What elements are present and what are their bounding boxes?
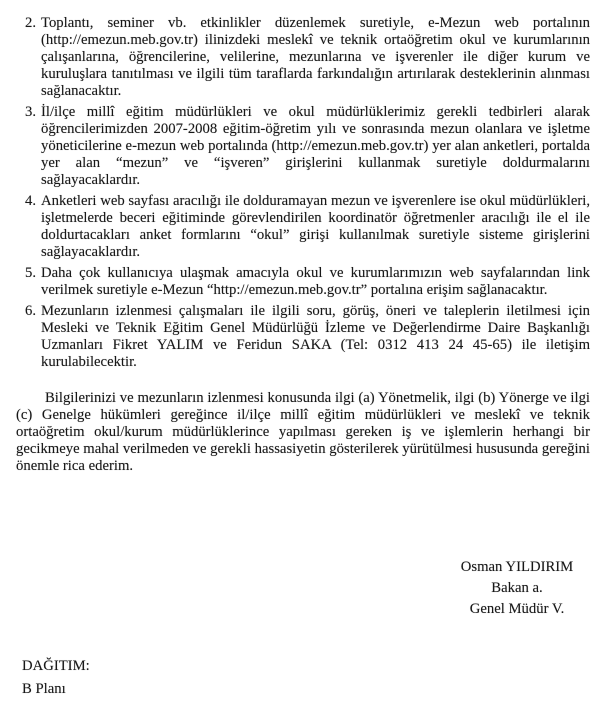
signature-block bbox=[437, 557, 597, 620]
list-item-6 bbox=[25, 303, 590, 371]
signature-name: Osman YILDIRIM bbox=[460, 559, 574, 575]
list-item-4 bbox=[25, 193, 590, 261]
signature-title-line1: Bakan a. bbox=[491, 580, 543, 596]
distribution-block bbox=[22, 656, 590, 700]
distribution-value: B Planı bbox=[22, 681, 66, 697]
list-item-5 bbox=[25, 265, 590, 299]
list-item-text: Toplantı, seminer vb. etkinlikler düzenlemek suretiyle, e-Mezun web portalının (http://emezun.meb.gov.tr) ilinizdeki meslekî ve teknik ortaöğretim okul ve kurumlarının çalışanlarına, öğrencilerine, velilerine, mezunlarına ve işverenler ile diğer kurum ve kuruluşlara tanıtılması ve ilgili tüm taraflarda farkındalığın artırılarak desteklerinin alınması sağlanacaktır. bbox=[41, 15, 590, 99]
list-item-text: İl/ilçe millî eğitim müdürlükleri ve okul müdürlüklerimiz gerekli tedbirleri alarak öğrencilerimizden 2007-2008 eğitim-öğretim yılı ve sonrasında mezun olanlara ve işletme yöneticilerine e-mezun web portalında (http://emezun.meb.gov.tr) yer alan anketleri, portalda yer alan “mezun” ve “işveren” girişlerini kullanmak suretiyle doldurmalarını sağlayacaklardır. bbox=[41, 104, 590, 188]
list-item-3 bbox=[25, 104, 590, 189]
list-item-text: Mezunların izlenmesi çalışmaları ile ilgili soru, görüş, öneri ve taleplerin iletilmesi için Mesleki ve Teknik Eğitim Genel Müdürlüğü İzleme ve Değerlendirme Daire Başkanlığı Uzmanları Fikret YALIM ve Feridun SAKA (Tel: 0312 413 24 45-65) ile iletişim kurulabilecektir. bbox=[41, 303, 590, 370]
signature-title-line2: Genel Müdür V. bbox=[469, 601, 565, 617]
list-item-number: 6. bbox=[25, 303, 37, 319]
numbered-list bbox=[16, 15, 590, 371]
list-item-number: 5. bbox=[25, 265, 37, 281]
list-item-number: 3. bbox=[25, 104, 37, 120]
closing-paragraph: Bilgilerinizi ve mezunların izlenmesi konusunda ilgi (a) Yönetmelik, ilgi (b) Yönerge ve ilgi (c) Genelge hükümleri gereğince il/ilçe millî eğitim müdürlükleri ve meslekî ve teknik ortaöğretim okul/kurum müdürlüklerince yapılması gereken iş ve işlemlerin herhangi bir gecikmeye mahal verilmeden ve gerekli hassasiyetin gösterilerek yürütülmesi hususunda gereğini önemle rica ederim. bbox=[16, 390, 590, 474]
list-item-number: 2. bbox=[25, 15, 37, 31]
distribution-label: DAĞITIM: bbox=[22, 658, 90, 674]
list-item-2 bbox=[25, 15, 590, 100]
list-item-text: Daha çok kullanıcıya ulaşmak amacıyla okul ve kurumlarımızın web sayfalarından link verilmek suretiyle e-Mezun “http://emezun.meb.gov.tr” portalına erişim sağlanacaktır. bbox=[41, 265, 590, 298]
list-item-number: 4. bbox=[25, 193, 37, 209]
list-item-text: Anketleri web sayfası aracılığı ile dolduramayan mezun ve işverenlere ise okul müdürlükleri, işletmelerde beceri eğitiminde görevlendirilen koordinatör öğretmenler aracılığı ile el ile doldurtacakları anket formlarını “okul” girişi kullanılmak suretiyle sisteme girişlerini sağlayacaklardır. bbox=[41, 193, 590, 260]
